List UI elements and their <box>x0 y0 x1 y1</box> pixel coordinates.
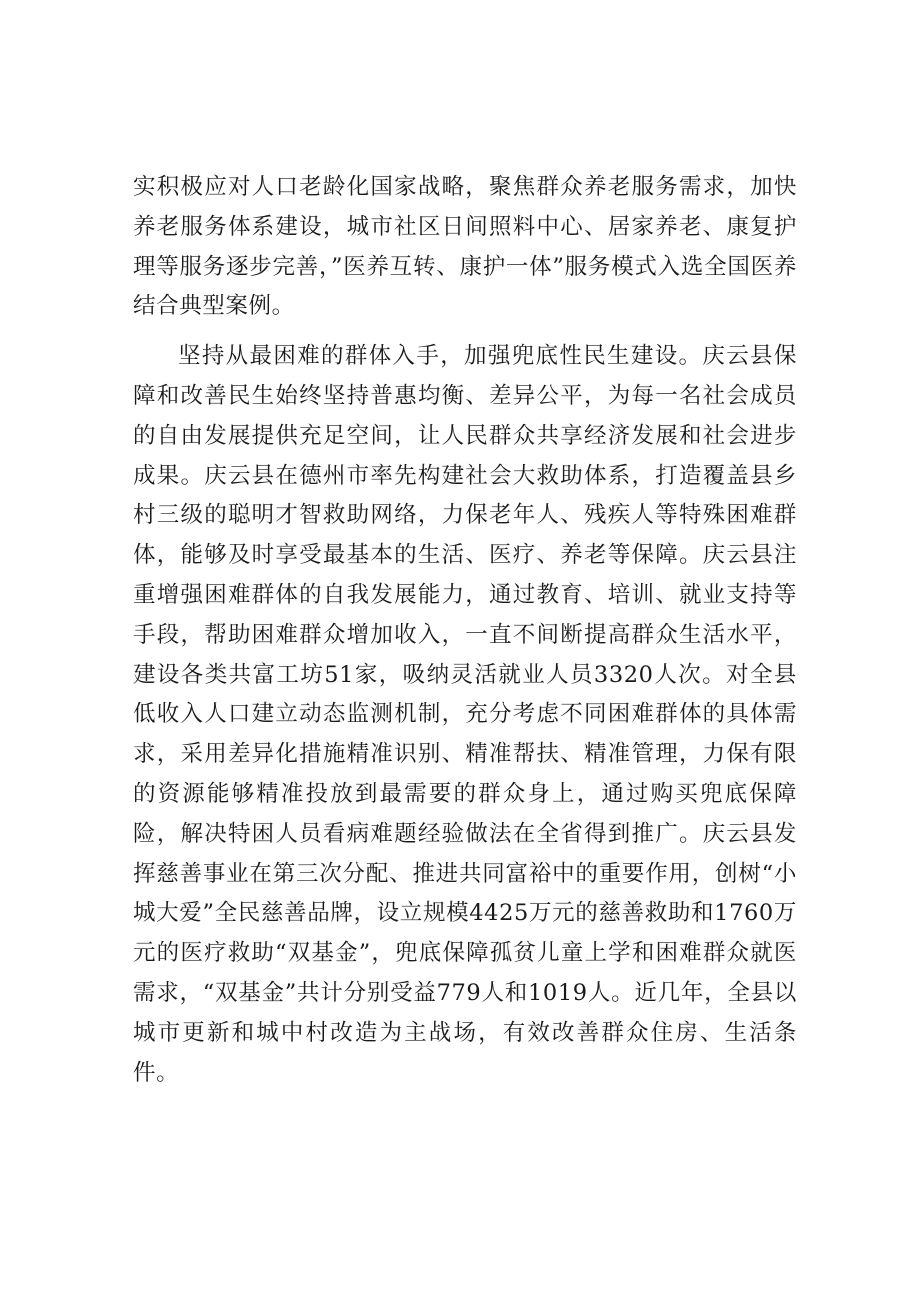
document-body <box>133 168 797 1093</box>
paragraph-social-assistance: 坚持从最困难的群体入手，加强兜底性民生建设。庆云县保障和改善民生始终坚持普惠均衡、差异公平，为每一名社会成员的自由发展提供充足空间，让人民群众共享经济发展和社会进步成果。庆云县在德州市率先构建社会大救助体系，打造覆盖县乡村三级的聪明才智救助网络，力保老年人、残疾人等特殊困难群体，能够及时享受最基本的生活、医疗、养老等保障。庆云县注重增强困难群体的自我发展能力，通过教育、培训、就业支持等手段，帮助困难群众增加收入，一直不间断提高群众生活水平，建设各类共富工坊51家，吸纳灵活就业人员3320人次。对全县低收入人口建立动态监测机制，充分考虑不同困难群体的具体需求，采用差异化措施精准识别、精准帮扶、精准管理，力保有限的资源能够精准投放到最需要的群众身上，通过购买兜底保障险，解决特困人员看病难题经验做法在全省得到推广。庆云县发挥慈善事业在第三次分配、推进共同富裕中的重要作用，创树“小城大爱”全民慈善品牌，设立规模4425万元的慈善救助和1760万元的医疗救助“双基金”，兜底保障孤贫儿童上学和困难群众就医需求，“双基金”共计分别受益779人和1019人。近几年，全县以城市更新和城中村改造为主战场，有效改善群众住房、生活条件。 <box>133 343 797 1086</box>
paragraph-elderly-care: 实积极应对人口老龄化国家战略，聚焦群众养老服务需求，加快养老服务体系建设，城市社区日间照料中心、居家养老、康复护理等服务逐步完善，”医养互转、康护一体”服务模式入选全国医养结合典型案例。 <box>133 174 797 320</box>
